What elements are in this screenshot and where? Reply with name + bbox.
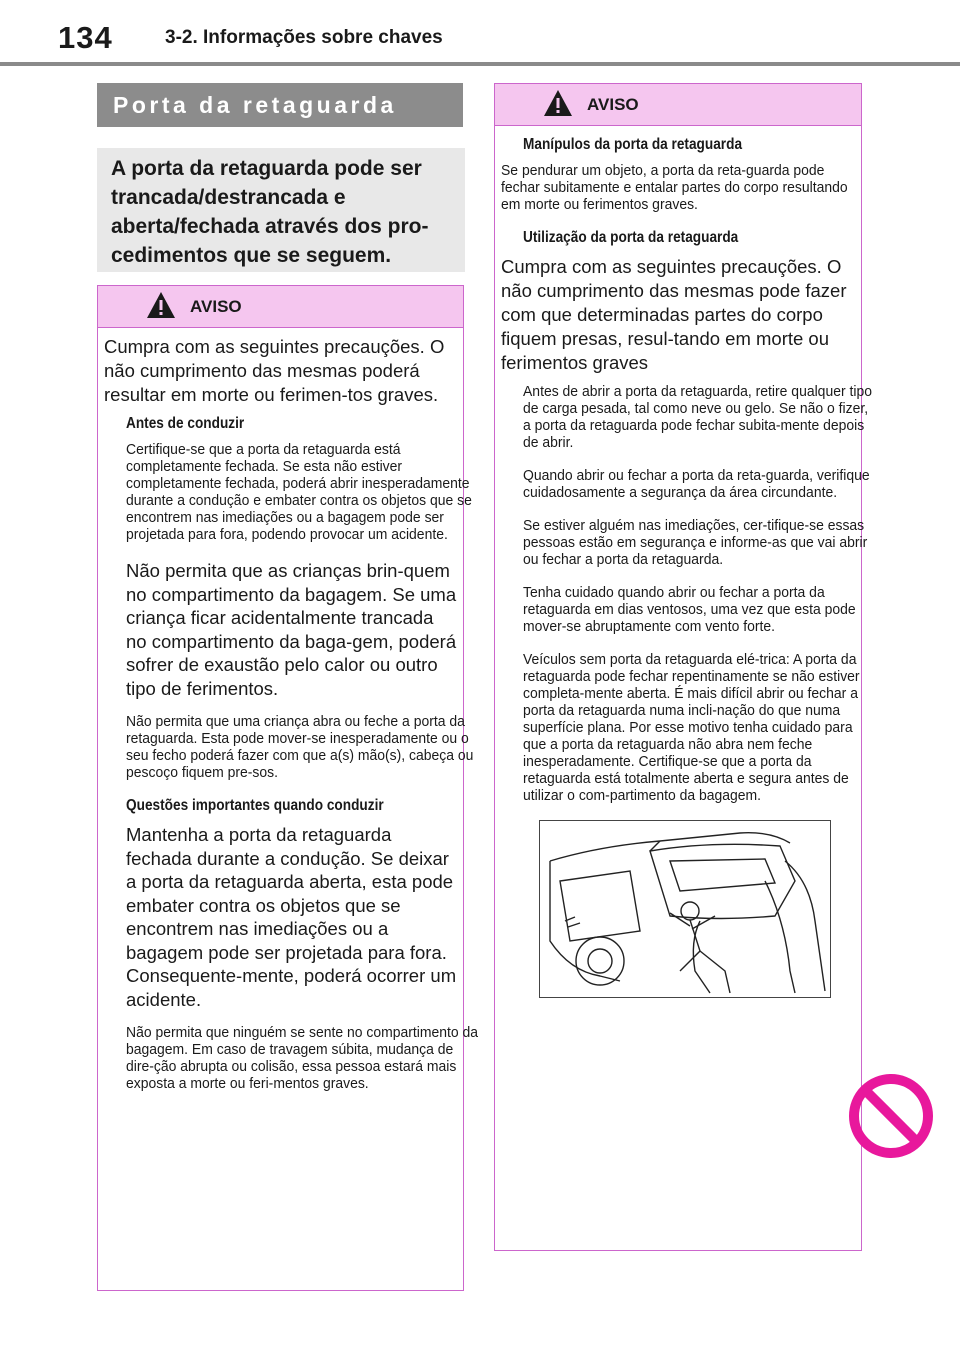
warning-lead: Cumpra com as seguintes precauções. O não cumprimento das mesmas pode fazer com que determinadas partes do corpo fiquem presas, resul-tando em morte ou ferimentos graves [501,256,847,373]
paragraph: Se pendurar um objeto, a porta da reta-guarda pode fechar subitamente e entalar partes do corpo resultando em morte ou ferimentos graves. [501,162,848,213]
subheading-handles: Manípulos da porta da retaguarda [523,136,743,153]
paragraph: Certifique-se que a porta da retaguarda está completamente fechada. Se esta não estiver completamente fechada, poderá abrir inesperadamente durante a condução e embater contra os objetos que se encontrem nas imediações ou a bagagem pode ser projetada para fora, podendo provocar um acidente. [126,441,472,543]
subheading-driving: Questões importantes quando conduzir [126,797,384,814]
header-rule [0,62,960,66]
paragraph: Mantenha a porta da retaguarda fechada durante a condução. Se deixar a porta da retaguarda aberta, esta pode embater contra os objetos que se encontrem nas imediações ou a bagagem pode ser projetada para fora. Consequente-mente, poderá ocorrer um acidente. [126,824,457,1010]
warning-box-left [97,285,479,1291]
paragraph: Tenha cuidado quando abrir ou fechar a porta da retaguarda em dias ventosos, uma vez que esta pode mover-se abruptamente com vento forte. [523,584,856,635]
paragraph: Veículos sem porta da retaguarda elé-trica: A porta da retaguarda pode fechar repentinamente se não estiver completa-mente aberta. É mais difícil abrir ou fechar a porta da retaguarda numa incli-nação do que numa superfície plana. Por esse motivo tenha cuidado para que a porta da retaguarda não abra nem feche inesperadamente. Certifique-se que a porta da retaguarda está totalmente aberta e segura antes de utilizar o com-partimento da bagagem. [523,651,860,804]
subheading-usage: Utilização da porta da retaguarda [523,229,739,246]
warning-triangle-icon [146,291,176,319]
paragraph: Não permita que uma criança abra ou feche a porta da retaguarda. Esta pode mover-se inesperadamente ou o seu fecho poderá fazer com que a(s) mão(s), cabeça ou pescoço fiquem pre-sos. [126,713,474,781]
paragraph: Se estiver alguém nas imediações, cer-tifique-se essas pessoas estão em segurança e informe-as que vai abrir ou fechar a porta da retaguarda. [523,517,868,568]
warning-box-right [494,83,872,1251]
paragraph: Antes de abrir a porta da retaguarda, retire qualquer tipo de carga pesada, tal como neve ou gelo. Se não o fizer, a porta da retaguarda pode fechar subita-mente depois de abrir. [523,383,872,451]
warning-lead: Cumpra com as seguintes precauções. O não cumprimento das mesmas poderá resultar em morte ou ferimen-tos graves. [104,336,445,405]
car-tailgate-drawing [540,821,830,997]
intro-box [97,148,465,272]
prohibition-icon [848,1073,934,1159]
warning-label: AVISO [587,95,639,114]
page-number: 134 [58,20,113,55]
intro-text: A porta da retaguarda pode ser trancada/destrancada e aberta/fechada através dos pro-cedimentos que se seguem. [111,157,429,267]
paragraph: Não permita que as crianças brin-quem no compartimento da bagagem. Se uma criança ficar acidentalmente trancada no compartimento da baga-gem, poderá sofrer de exaustão pelo calor ou outro tipo de ferimentos. [126,560,457,699]
warning-body [98,328,479,1092]
warning-label: AVISO [190,297,242,316]
warning-body [495,126,872,998]
warning-triangle-icon [543,89,573,117]
paragraph: Não permita que ninguém se sente no compartimento da bagagem. Em caso de travagem súbita, mudança de dire-ção abrupta ou colisão, essa pessoa estará mais exposta a morte ou feri-mentos graves. [126,1024,479,1092]
tailgate-illustration [539,820,831,998]
section-title: Porta da retaguarda [97,83,463,127]
subheading-before-driving: Antes de conduzir [126,415,245,432]
warning-header [98,286,463,328]
paragraph: Quando abrir ou fechar a porta da reta-guarda, verifique cuidadosamente a segurança da área circundante. [523,467,870,501]
section-header: 3-2. Informações sobre chaves [165,27,443,48]
warning-header [495,84,861,126]
